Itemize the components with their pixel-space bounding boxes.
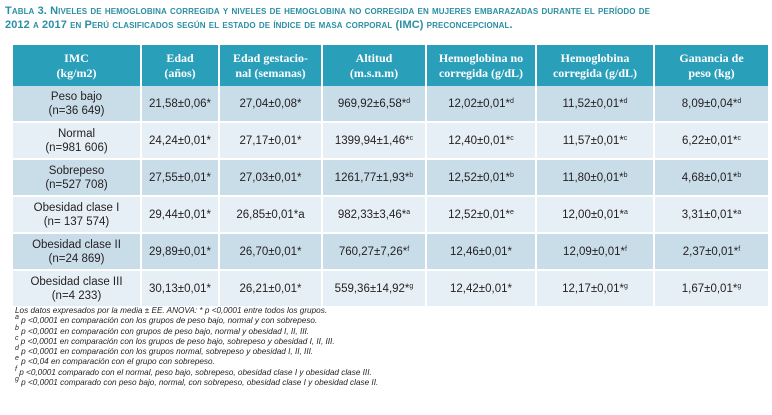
imc-category-cell: Obesidad clase II (n=24 869): [13, 233, 141, 270]
table-row: [13, 159, 768, 196]
footnote-marker: d: [510, 97, 514, 105]
footnote-marker: f: [738, 245, 741, 253]
value-cell: 12,00±0,01*$^a$: [536, 196, 654, 233]
value-cell: 29,89±0,01*: [141, 233, 219, 270]
value-cell: 2,37±0,01*$^f$: [654, 233, 768, 270]
value-cell: 12,52±0,01*$^e$: [426, 196, 536, 233]
footnote-marker: e: [510, 208, 514, 216]
footnote-line: $^e$ p <0,04 en comparación con el grupo con sobrepeso.: [15, 355, 215, 367]
footnote-marker: c: [510, 134, 514, 142]
footnote-line: $^b$ p <0,0001 en comparación con grupos de peso bajo, normal y obesidad I, II, III.: [15, 324, 310, 336]
header-edad-gestacional: Edad gestacio- nal (semanas): [219, 45, 322, 86]
footnote-letter: c: [15, 334, 19, 342]
footnote-line: Los datos expresados por la media ± EE. ANOVA: * p <0,0001 entre todos los grupos.: [15, 306, 328, 315]
value-cell: 30,13±0,01*: [141, 270, 219, 307]
header-hb-corregida: Hemoglobina corregida (g/dL): [536, 45, 654, 86]
value-cell: 26,21±0,01*: [219, 270, 322, 307]
value-cell: 27,17±0,01*: [219, 122, 322, 159]
value-cell: 12,02±0,01*$^d$: [426, 86, 536, 122]
footnote-marker: c: [737, 134, 742, 142]
value-cell: 969,92±6,58*$^d$: [322, 86, 426, 122]
value-cell: 559,36±14,92*$^g$: [322, 270, 426, 307]
value-cell: 4,68±0,01*$^b$: [654, 159, 768, 196]
value-cell: 11,52±0,01*$^d$: [536, 86, 654, 122]
table-row: [13, 122, 768, 159]
footnote-marker: b: [510, 171, 514, 179]
footnote-letter: f: [15, 365, 17, 373]
table-footnotes: [15, 306, 770, 388]
footnote-marker: c: [623, 134, 628, 142]
value-cell: 1399,94±1,46*$^c$: [322, 122, 426, 159]
footnote-marker: c: [409, 134, 414, 142]
imc-category-cell: Obesidad clase I (n= 137 574): [13, 196, 141, 233]
value-cell: 3,31±0,01*$^a$: [654, 196, 768, 233]
value-cell: 24,24±0,01*: [141, 122, 219, 159]
footnote-marker: a: [737, 208, 742, 216]
footnote-marker: d: [406, 97, 411, 105]
footnote-marker: g: [737, 282, 742, 290]
value-cell: 1,67±0,01*$^g$: [654, 270, 768, 307]
footnote-letter: g: [15, 376, 19, 384]
footnote-marker: f: [407, 245, 410, 253]
footnote-line: $^c$ p <0,0001 en comparación con los grupos de peso bajo, sobrepeso y obesidad I, II, III.: [15, 334, 335, 346]
footnote-letter: a: [15, 314, 19, 322]
value-cell: 27,55±0,01*: [141, 159, 219, 196]
value-cell: 11,57±0,01*$^c$: [536, 122, 654, 159]
footnote-marker: d: [737, 97, 742, 105]
imc-category-cell: Obesidad clase III (n=4 233): [13, 270, 141, 307]
footnote-letter: d: [15, 345, 19, 353]
footnote-marker: b: [409, 171, 414, 179]
value-cell: 27,03±0,01*: [219, 159, 322, 196]
table-row: [13, 86, 768, 122]
header-edad: Edad (años): [141, 45, 219, 86]
value-cell: 29,44±0,01*: [141, 196, 219, 233]
footnote-marker: b: [737, 171, 742, 179]
imc-category-cell: Peso bajo (n=36 649): [13, 86, 141, 122]
value-cell: 6,22±0,01*$^c$: [654, 122, 768, 159]
value-cell: 27,04±0,08*: [219, 86, 322, 122]
footnote-marker: d: [623, 97, 628, 105]
value-cell: 12,46±0,01*: [426, 233, 536, 270]
footnote-letter: b: [15, 324, 19, 332]
data-table: [13, 45, 768, 308]
footnote-line: $^d$ p <0,0001 en comparación con los grupos normal, sobrepeso y obesidad I, II, III.: [15, 345, 314, 357]
footnote-marker: f: [625, 245, 627, 253]
value-cell: 11,80±0,01*$^b$: [536, 159, 654, 196]
header-ganancia-peso: Ganancia de peso (kg): [654, 45, 768, 86]
value-cell: 12,17±0,01*$^g$: [536, 270, 654, 307]
footnote-line: $^g$ p <0,0001 comparado con peso bajo, normal, con sobrepeso, obesidad clase I y obesidad clase II.: [15, 376, 379, 388]
value-cell: 26,85±0,01*a: [219, 196, 322, 233]
value-cell: 26,70±0,01*: [219, 233, 322, 270]
footnote-marker: g: [409, 282, 414, 290]
value-cell: 1261,77±1,93*$^b$: [322, 159, 426, 196]
footnote-marker: a: [624, 208, 628, 216]
footnote-line: $^a$ p <0,0001 en comparación con los grupos de peso bajo, normal y con sobrepeso.: [15, 314, 318, 326]
footnote-marker: g: [624, 282, 628, 290]
header-altitud: Altitud (m.s.n.m): [322, 45, 426, 86]
footnote-marker: b: [623, 171, 628, 179]
value-cell: 982,33±3,46*$^a$: [322, 196, 426, 233]
header-row: [13, 45, 768, 86]
value-cell: 760,27±7,26*$^f$: [322, 233, 426, 270]
header-hb-no-corregida: Hemoglobina no corregida (g/dL): [426, 45, 536, 86]
footnote-letter: e: [15, 355, 19, 363]
table-row: [13, 270, 768, 307]
value-cell: 12,40±0,01*$^c$: [426, 122, 536, 159]
header-imc: IMC (kg/m2): [13, 45, 141, 86]
table-caption: [5, 4, 767, 32]
footnote-line: $^f$ p <0,0001 comparado con el normal, peso bajo, sobrepeso, obesidad clase I y obesidad clase III.: [15, 365, 372, 377]
value-cell: 21,58±0,06*: [141, 86, 219, 122]
value-cell: 12,52±0,01*$^b$: [426, 159, 536, 196]
caption-line-2: 2012 a 2017 en Perú clasificados según el estado de índice de masa corporal (IMC) preconcepcional.: [5, 19, 513, 31]
caption-line-1: Tabla 3. Niveles de hemoglobina corregida y niveles de hemoglobina no corregida en mujeres embarazadas durante el período de: [5, 5, 651, 17]
table-row: [13, 196, 768, 233]
value-cell: 12,09±0,01*$^f$: [536, 233, 654, 270]
table-row: [13, 233, 768, 270]
value-cell: 12,42±0,01*: [426, 270, 536, 307]
footnote-marker: a: [406, 208, 411, 216]
imc-category-cell: Normal (n=981 606): [13, 122, 141, 159]
imc-category-cell: Sobrepeso (n=527 708): [13, 159, 141, 196]
value-cell: 8,09±0,04*$^d$: [654, 86, 768, 122]
